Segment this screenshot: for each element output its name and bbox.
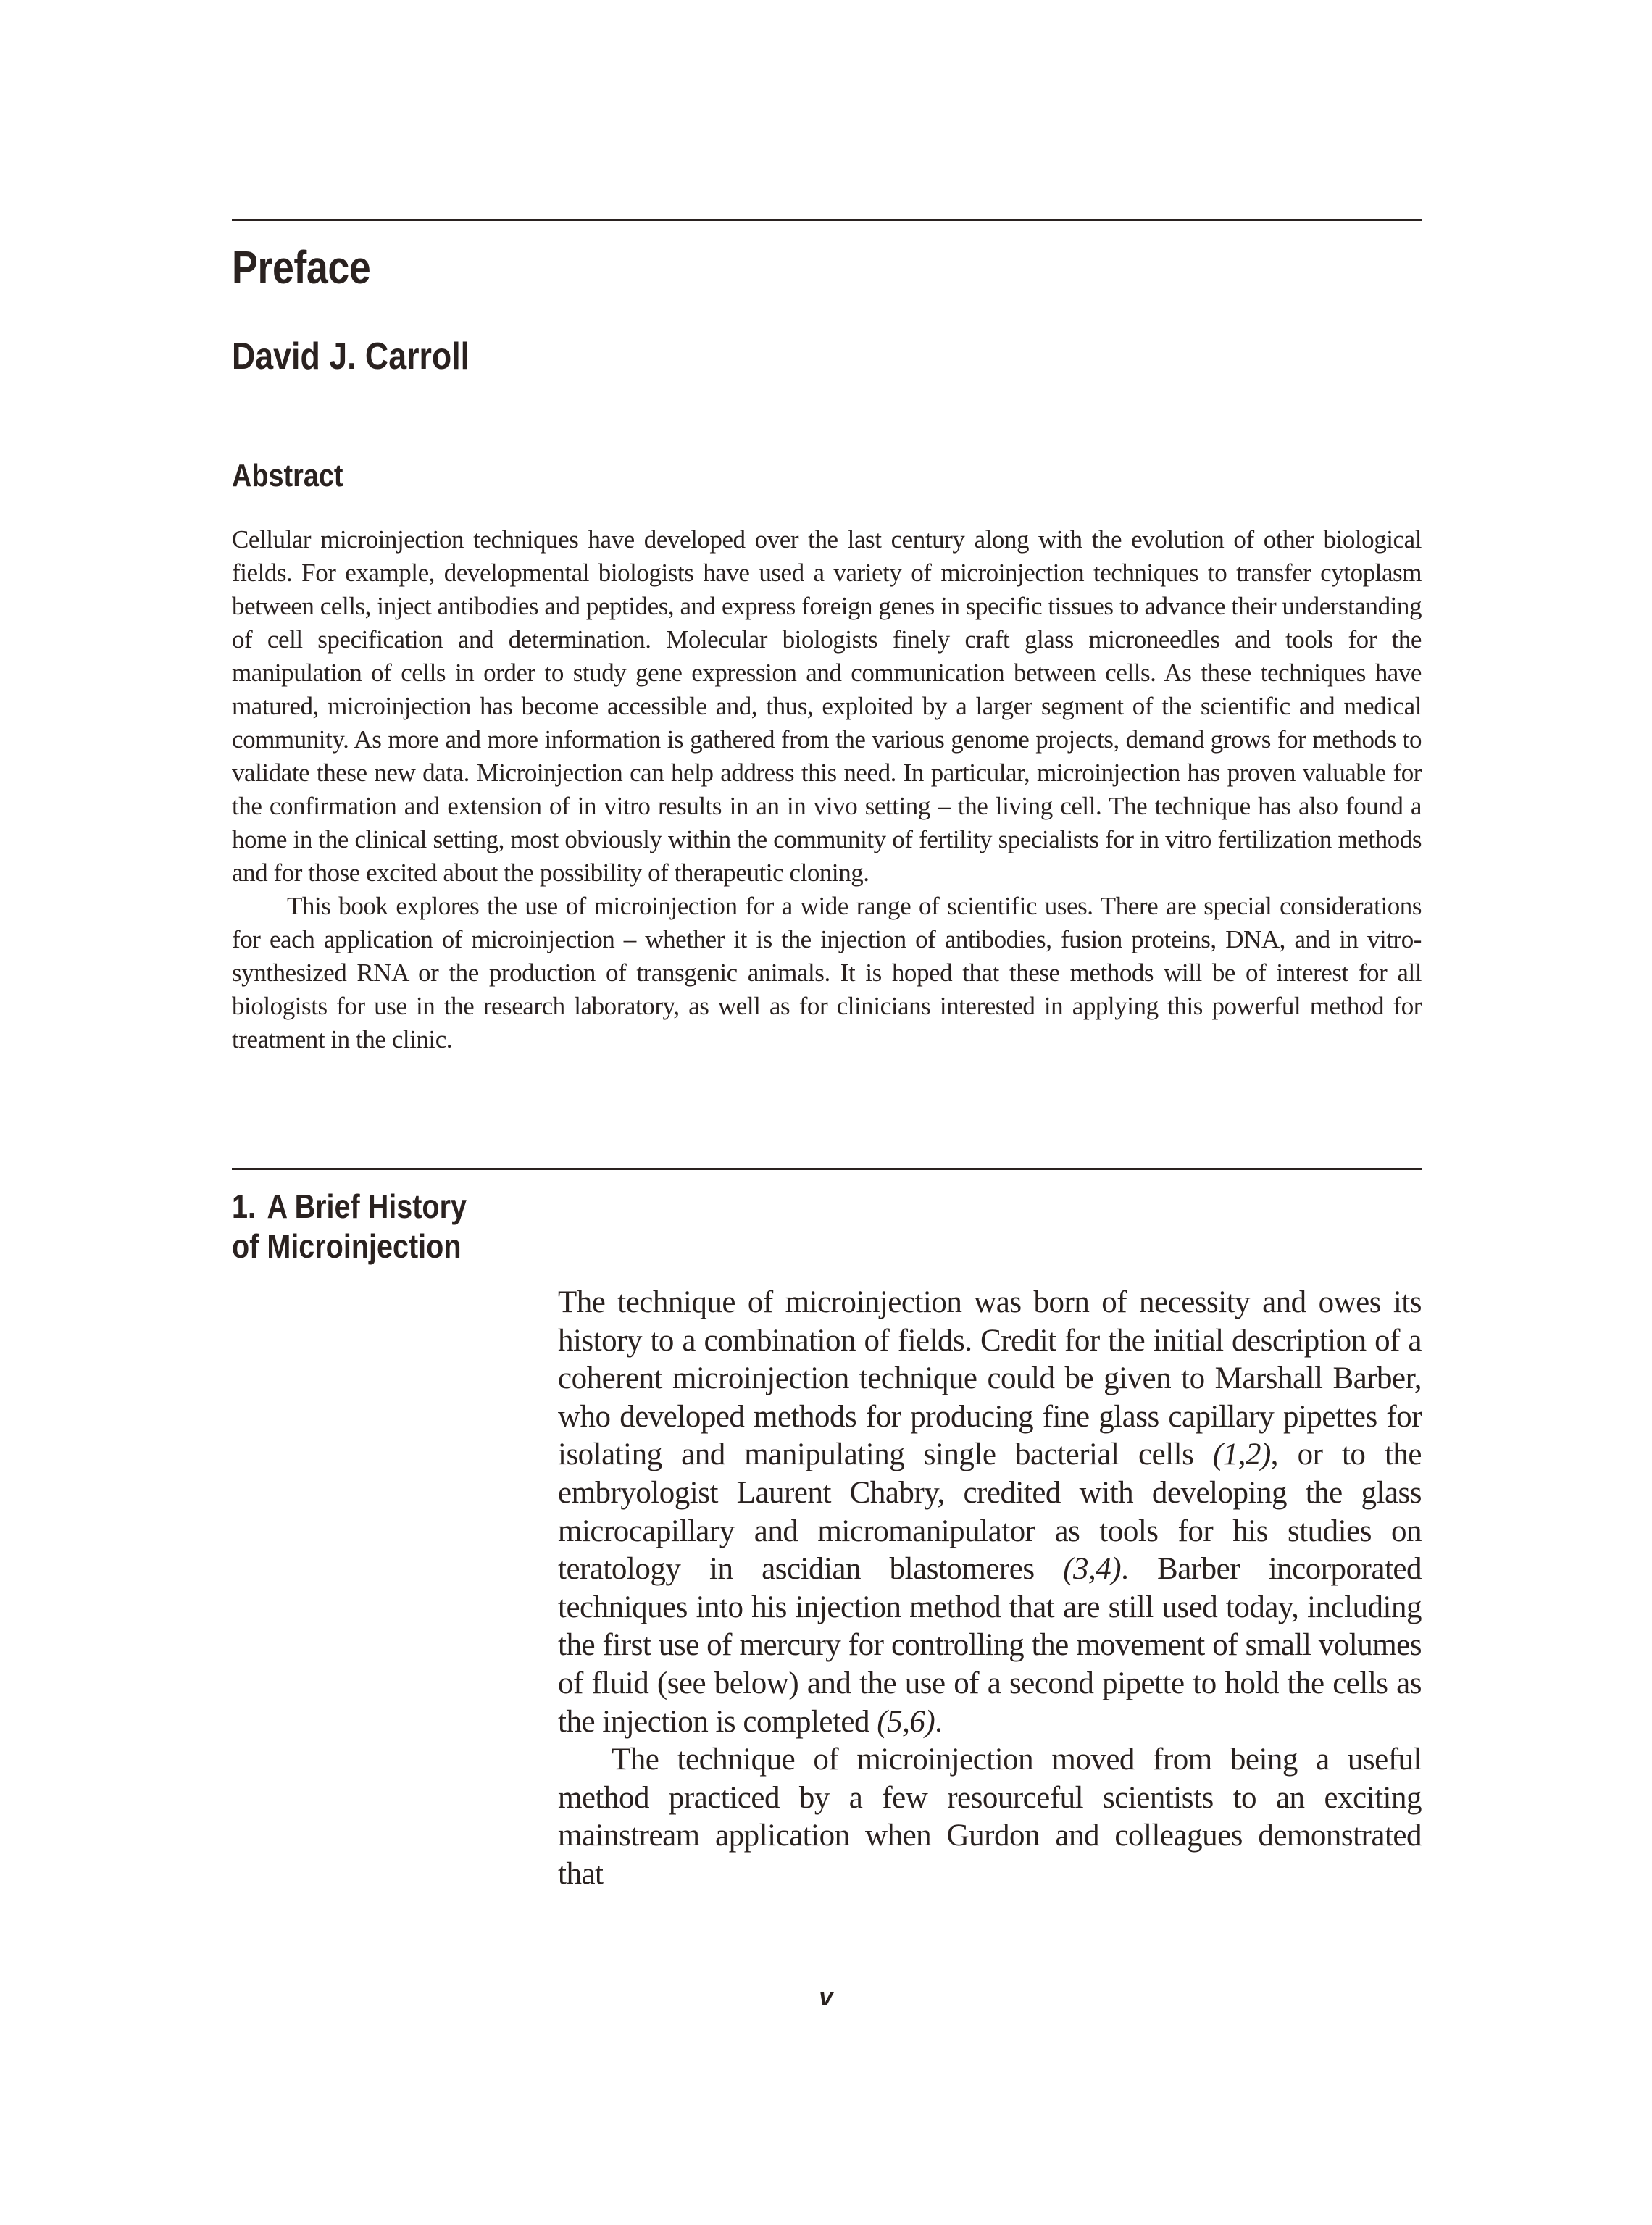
top-rule bbox=[232, 219, 1422, 221]
section-heading-line: of Microinjection bbox=[232, 1227, 462, 1265]
body-paragraph bbox=[558, 1284, 1422, 1741]
abstract-heading: Abstract bbox=[232, 458, 343, 493]
section-heading bbox=[232, 1187, 467, 1266]
section-heading-line: A Brief History bbox=[267, 1187, 467, 1225]
body-text: . bbox=[935, 1704, 943, 1739]
body-text: , or to the embryologist Laurent Chabry, credited with developing the glass microcapillary and micromanipulator as tools for his studies on teratology in ascidian blastomeres bbox=[558, 1437, 1422, 1587]
citation: (1,2) bbox=[1212, 1437, 1271, 1472]
section-rule bbox=[232, 1168, 1422, 1170]
body-text: . Barber incorporated techniques into his injection method that are still used today, including the first use of mercury for controlling the movement of small volumes of fluid (see below) and the use of a second pipette to hold the cells as the injection is completed bbox=[558, 1552, 1422, 1739]
citation: (5,6) bbox=[877, 1704, 935, 1739]
page-number: v bbox=[819, 1984, 833, 2011]
author-name: David J. Carroll bbox=[232, 335, 470, 377]
body-paragraph: The technique of microinjection moved from being a useful method practiced by a few resourceful scientists to an exciting mainstream application when Gurdon and colleagues demonstrated that bbox=[558, 1742, 1422, 1891]
abstract-paragraph: Cellular microinjection techniques have developed over the last century along with the evolution of other biological fields. For example, developmental biologists have used a variety of microinjection techniques to transfer cytoplasm between cells, inject antibodies and peptides, and express foreign genes in specific tissues to advance their understanding of cell specification and determination. Molecular biologists finely craft glass microneedles and tools for the manipulation of cells in order to study gene expression and communication between cells. As these techniques have matured, microinjection has become accessible and, thus, exploited by a larger segment of the scientific and medical community. As more and more information is gathered from the various genome projects, demand grows for methods to validate these new data. Microinjection can help address this need. In particular, microinjection has proven valuable for the confirmation and extension of in vitro results in an in vivo setting – the living cell. The technique has also found a home in the clinical setting, most obviously within the community of fertility specialists for in vitro fertilization methods and for those excited about the possibility of therapeutic cloning. bbox=[232, 525, 1422, 887]
abstract-body bbox=[232, 523, 1422, 1056]
section-body bbox=[558, 1284, 1422, 1894]
page-title: Preface bbox=[232, 241, 371, 293]
body-text: The technique of microinjection was born of necessity and owes its history to a combination of fields. Credit for the initial description of a coherent microinjection technique could be given to Marshall Barber, who developed methods for producing fine glass capillary pipettes for isolating and manipulating single bacterial cells bbox=[558, 1285, 1422, 1472]
section-number: 1. bbox=[232, 1187, 256, 1225]
citation: (3,4) bbox=[1063, 1552, 1122, 1587]
abstract-paragraph: This book explores the use of microinjection for a wide range of scientific uses. There are special considerations for each application of microinjection – whether it is the injection of antibodies, fusion proteins, DNA, and in vitro-synthesized RNA or the production of transgenic animals. It is hoped that these methods will be of interest for all biologists for use in the research laboratory, as well as for clinicians interested in applying this powerful method for treatment in the clinic. bbox=[232, 892, 1422, 1053]
